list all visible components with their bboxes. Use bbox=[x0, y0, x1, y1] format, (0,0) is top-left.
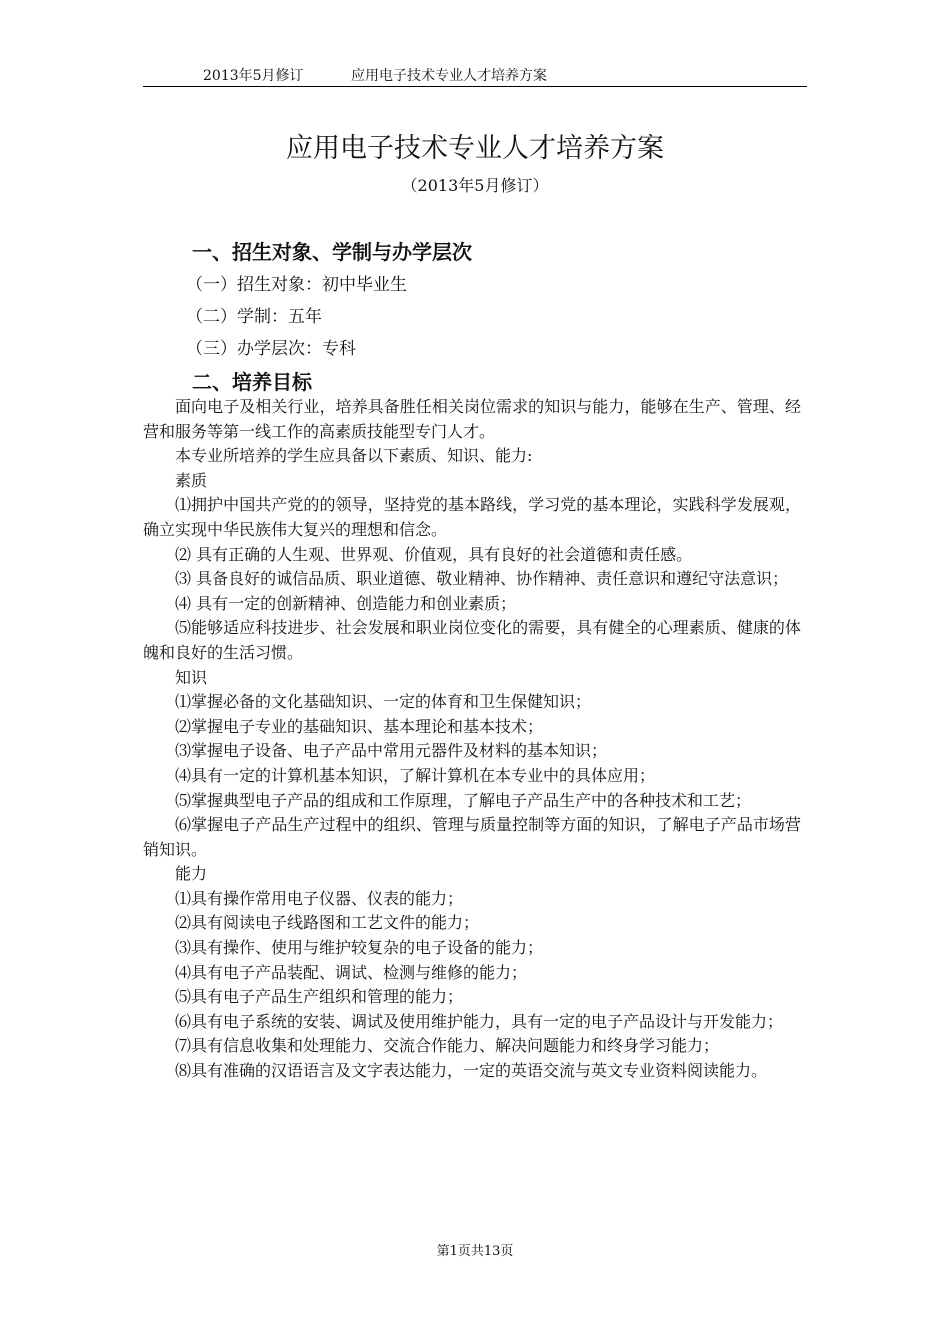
list-item: ⑸掌握典型电子产品的组成和工作原理，了解电子产品生产中的各种技术和工艺； bbox=[175, 790, 752, 810]
document-subtitle: （2013年5月修订） bbox=[401, 176, 549, 195]
objectives-body bbox=[143, 395, 801, 1084]
list-item: ⑸能够适应科技进步、社会发展和职业岗位变化的需要，具有健全的心理素质、健康的体魄和良好的生活习惯。 bbox=[143, 618, 801, 662]
section-heading-enrollment: 一、招生对象、学制与办学层次 bbox=[192, 240, 472, 264]
list-item: ⑴具有操作常用电子仪器、仪表的能力； bbox=[175, 888, 464, 908]
list-item: ⑴掌握必备的文化基础知识、一定的体育和卫生保健知识； bbox=[175, 692, 592, 712]
list-item: ⑷ 具有一定的创新精神、创造能力和创业素质； bbox=[175, 593, 517, 613]
list-item: ⑸具有电子产品生产组织和管理的能力； bbox=[175, 987, 464, 1007]
subheading-ability: 能力 bbox=[175, 864, 208, 884]
page-number-footer: 第1页共13页 bbox=[436, 1244, 514, 1259]
document-title: 应用电子技术专业人才培养方案 bbox=[286, 133, 664, 164]
subheading-knowledge: 知识 bbox=[175, 667, 208, 687]
list-item: ⑶具有操作、使用与维护较复杂的电子设备的能力； bbox=[175, 938, 544, 958]
schooling-length: （二）学制：五年 bbox=[186, 307, 322, 327]
paragraph: 本专业所培养的学生应具备以下素质、知识、能力: bbox=[175, 446, 533, 466]
list-item: ⑷具有一定的计算机基本知识，了解计算机在本专业中的具体应用； bbox=[175, 765, 656, 785]
list-item: ⑶掌握电子设备、电子产品中常用元器件及材料的基本知识； bbox=[175, 741, 608, 761]
subheading-quality: 素质 bbox=[175, 470, 208, 490]
list-item: ⑵ 具有正确的人生观、世界观、价值观，具有良好的社会道德和责任感。 bbox=[175, 544, 693, 564]
list-item: ⑹掌握电子产品生产过程中的组织、管理与质量控制等方面的知识，了解电子产品市场营销知识。 bbox=[143, 815, 801, 859]
page-header bbox=[143, 64, 807, 87]
header-date: 2013年5月修订 bbox=[203, 68, 304, 84]
section-heading-objectives: 二、培养目标 bbox=[192, 370, 312, 394]
list-item: ⑺具有信息收集和处理能力、交流合作能力、解决问题能力和终身学习能力； bbox=[175, 1036, 720, 1056]
list-item: ⑵掌握电子专业的基础知识、基本理论和基本技术； bbox=[175, 716, 544, 736]
list-item: ⑻具有准确的汉语语言及文字表达能力，一定的英语交流与英文专业资料阅读能力。 bbox=[175, 1061, 768, 1081]
list-item: ⑵具有阅读电子线路图和工艺文件的能力； bbox=[175, 913, 480, 933]
header-title: 应用电子技术专业人才培养方案 bbox=[351, 68, 547, 84]
list-item: ⑷具有电子产品装配、调试、检测与维修的能力； bbox=[175, 962, 528, 982]
list-item: ⑴拥护中国共产党的的领导，坚持党的基本路线，学习党的基本理论，实践科学发展观，确立实现中华民族伟大复兴的理想和信念。 bbox=[143, 495, 801, 539]
list-item: ⑹具有电子系统的安装、调试及使用维护能力，具有一定的电子产品设计与开发能力； bbox=[175, 1011, 784, 1031]
paragraph: 面向电子及相关行业，培养具备胜任相关岗位需求的知识与能力，能够在生产、管理、经营和服务等第一线工作的高素质技能型专门人才。 bbox=[143, 397, 801, 441]
enrollment-target: （一）招生对象：初中毕业生 bbox=[186, 275, 407, 295]
education-level: （三）办学层次：专科 bbox=[186, 339, 356, 359]
list-item: ⑶ 具备良好的诚信品质、职业道德、敬业精神、协作精神、责任意识和遵纪守法意识； bbox=[175, 569, 789, 589]
